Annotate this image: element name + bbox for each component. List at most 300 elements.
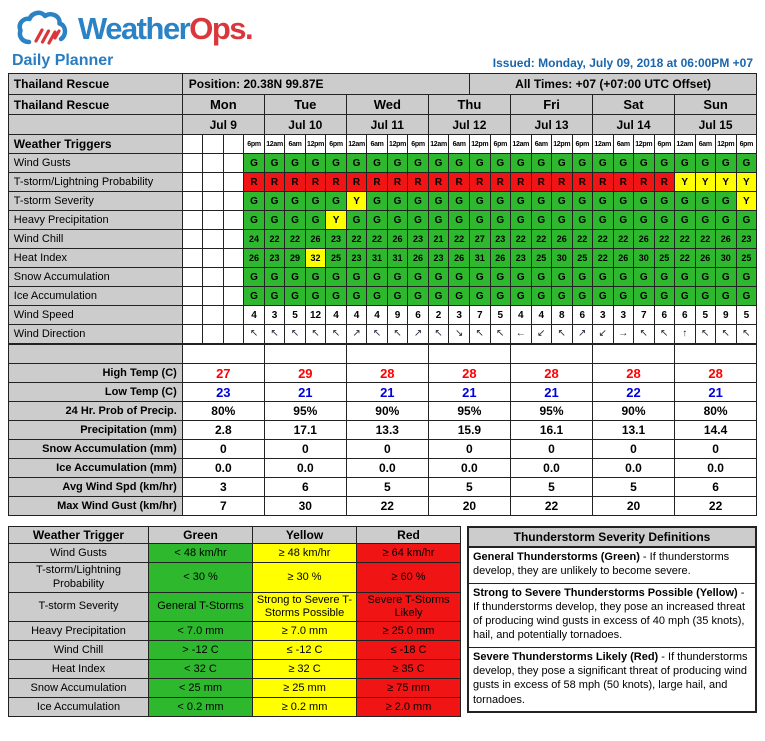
legend-row-label: Wind Gusts: [9, 544, 149, 563]
trigger-cell: G: [470, 154, 491, 173]
summary-value: 16.1: [511, 421, 593, 440]
brand-ops: Ops.: [189, 11, 253, 46]
time-label: 6pm: [654, 135, 675, 154]
trigger-cell: G: [244, 287, 265, 306]
trigger-cell: 23: [490, 230, 511, 249]
trigger-cell: 25: [654, 249, 675, 268]
definition-lead: Strong to Severe Thunderstorms Possible (Yellow): [473, 586, 738, 599]
empty-cell: [182, 230, 203, 249]
time-label: 6am: [695, 135, 716, 154]
trigger-cell: G: [511, 268, 532, 287]
issued-timestamp: Issued: Monday, July 09, 2018 at 06:00PM +07: [492, 56, 753, 70]
day-name: Thu: [428, 95, 510, 115]
legend-red-cell: ≥ 35 C: [357, 660, 461, 679]
legend-row-label: Heat Index: [9, 660, 149, 679]
trigger-cell: Y: [695, 173, 716, 192]
day-name: Sun: [675, 95, 757, 115]
summary-value: 0.0: [346, 459, 428, 478]
trigger-cell: G: [305, 287, 326, 306]
empty-cell: [223, 230, 244, 249]
legend-yellow-cell: ≥ 48 km/hr: [253, 544, 357, 563]
trigger-cell: G: [572, 192, 593, 211]
trigger-cell: G: [552, 287, 573, 306]
summary-value: 21: [346, 383, 428, 402]
wind-direction-arrow: ↗: [346, 325, 367, 344]
summary-value: 0.0: [675, 459, 757, 478]
empty-cell: [203, 173, 224, 192]
day-name: Tue: [264, 95, 346, 115]
summary-value: 5: [346, 478, 428, 497]
trigger-cell: R: [593, 173, 614, 192]
time-label: 6pm: [244, 135, 265, 154]
wind-direction-arrow: ↖: [490, 325, 511, 344]
summary-value: 13.3: [346, 421, 428, 440]
trigger-cell: G: [449, 154, 470, 173]
summary-row-label: Precipitation (mm): [8, 421, 182, 440]
trigger-cell: G: [511, 192, 532, 211]
trigger-cell: 30: [634, 249, 655, 268]
trigger-cell: G: [613, 287, 634, 306]
summary-value: 90%: [346, 402, 428, 421]
wind-direction-arrow: ↖: [285, 325, 306, 344]
summary-value: 22: [593, 383, 675, 402]
wind-direction-arrow: ↖: [367, 325, 388, 344]
summary-value: 0: [593, 440, 675, 459]
day-date: Jul 11: [346, 115, 428, 135]
forecast-table: [8, 73, 757, 516]
trigger-row-label: Ice Accumulation: [8, 287, 182, 306]
trigger-cell: G: [285, 211, 306, 230]
trigger-cell: 4: [346, 306, 367, 325]
wind-direction-arrow: ↖: [305, 325, 326, 344]
definitions-panel: [467, 526, 757, 713]
empty-cell: [182, 249, 203, 268]
time-label: 12am: [264, 135, 285, 154]
trigger-cell: Y: [716, 173, 737, 192]
summary-value: 6: [264, 478, 346, 497]
summary-value: 95%: [428, 402, 510, 421]
wind-direction-arrow: ↖: [428, 325, 449, 344]
summary-value: 5: [428, 478, 510, 497]
empty-cell: [223, 154, 244, 173]
legend-row-label: T-storm Severity: [9, 592, 149, 621]
trigger-cell: 31: [387, 249, 408, 268]
empty-cell: [223, 192, 244, 211]
trigger-cell: 26: [305, 230, 326, 249]
trigger-cell: 22: [675, 249, 696, 268]
summary-value: 29: [264, 364, 346, 383]
trigger-cell: G: [511, 287, 532, 306]
summary-value: 21: [675, 383, 757, 402]
definition-item: [469, 583, 755, 647]
trigger-cell: 4: [326, 306, 347, 325]
trigger-cell: 26: [552, 230, 573, 249]
empty-cell: [182, 211, 203, 230]
trigger-cell: R: [470, 173, 491, 192]
trigger-cell: G: [736, 211, 757, 230]
trigger-cell: G: [716, 154, 737, 173]
trigger-cell: G: [511, 154, 532, 173]
trigger-cell: R: [490, 173, 511, 192]
empty-cell: [182, 135, 203, 154]
legend-yellow-cell: Strong to Severe T-Storms Possible: [253, 592, 357, 621]
trigger-cell: G: [675, 192, 696, 211]
trigger-cell: G: [572, 154, 593, 173]
summary-value: 23: [182, 383, 264, 402]
blank-label: [8, 344, 182, 364]
trigger-cell: G: [490, 268, 511, 287]
trigger-cell: 23: [346, 249, 367, 268]
summary-value: 22: [346, 497, 428, 516]
wind-direction-arrow: ↗: [572, 325, 593, 344]
legend-yellow-cell: ≥ 32 C: [253, 660, 357, 679]
summary-value: 2.8: [182, 421, 264, 440]
trigger-cell: 25: [326, 249, 347, 268]
summary-value: 28: [346, 364, 428, 383]
trigger-cell: G: [367, 192, 388, 211]
trigger-row-label: Wind Chill: [8, 230, 182, 249]
time-label: 12am: [675, 135, 696, 154]
trigger-cell: G: [428, 287, 449, 306]
title-bar: [0, 50, 765, 73]
legend-green-cell: < 0.2 mm: [149, 698, 253, 717]
summary-value: 21: [511, 383, 593, 402]
trigger-cell: G: [326, 154, 347, 173]
trigger-cell: G: [367, 154, 388, 173]
summary-value: 28: [511, 364, 593, 383]
trigger-cell: G: [572, 268, 593, 287]
trigger-cell: G: [305, 268, 326, 287]
empty-cell: [223, 211, 244, 230]
trigger-cell: G: [367, 268, 388, 287]
empty-cell: [203, 154, 224, 173]
empty-cell: [203, 306, 224, 325]
summary-value: 0: [511, 440, 593, 459]
trigger-cell: Y: [675, 173, 696, 192]
trigger-cell: 27: [470, 230, 491, 249]
time-label: 6am: [531, 135, 552, 154]
legend-green-cell: General T-Storms: [149, 592, 253, 621]
legend-row-label: Snow Accumulation: [9, 679, 149, 698]
trigger-cell: G: [634, 154, 655, 173]
time-label: 6am: [285, 135, 306, 154]
trigger-cell: G: [326, 287, 347, 306]
trigger-cell: G: [387, 154, 408, 173]
summary-value: 6: [675, 478, 757, 497]
definitions-title: Thunderstorm Severity Definitions: [469, 528, 755, 548]
summary-value: 0.0: [428, 459, 510, 478]
legend-header: Weather Trigger: [9, 527, 149, 544]
trigger-cell: G: [264, 211, 285, 230]
trigger-cell: 26: [449, 249, 470, 268]
legend-green-cell: < 32 C: [149, 660, 253, 679]
all-times-label: All Times: +07 (+07:00 UTC Offset): [470, 74, 757, 95]
weatherops-logo: [78, 11, 252, 47]
trigger-cell: G: [716, 192, 737, 211]
trigger-row-label: Snow Accumulation: [8, 268, 182, 287]
definition-item: [469, 647, 755, 711]
trigger-cell: R: [285, 173, 306, 192]
summary-row-label: High Temp (C): [8, 364, 182, 383]
wind-direction-arrow: ↑: [675, 325, 696, 344]
trigger-cell: 6: [572, 306, 593, 325]
trigger-cell: 22: [531, 230, 552, 249]
summary-row-label: 24 Hr. Prob of Precip.: [8, 402, 182, 421]
trigger-cell: R: [613, 173, 634, 192]
summary-value: 7: [182, 497, 264, 516]
trigger-cell: 29: [285, 249, 306, 268]
empty-cell: [223, 306, 244, 325]
wind-direction-arrow: ↙: [593, 325, 614, 344]
wind-direction-arrow: ↖: [264, 325, 285, 344]
trigger-cell: 9: [716, 306, 737, 325]
trigger-row-label: Heavy Precipitation: [8, 211, 182, 230]
trigger-cell: G: [264, 192, 285, 211]
trigger-cell: G: [593, 287, 614, 306]
blank-label: [8, 115, 182, 135]
definition-text: - If thunderstorms develop, they pose a significant threat of producing wind gusts in excess of 58 mph (50 knots), large hail, and tornadoes.: [473, 650, 748, 706]
summary-value: 95%: [511, 402, 593, 421]
trigger-cell: G: [449, 192, 470, 211]
summary-value: 90%: [593, 402, 675, 421]
empty-cell: [203, 135, 224, 154]
empty-cell: [223, 325, 244, 344]
trigger-cell: G: [531, 287, 552, 306]
trigger-cell: G: [490, 287, 511, 306]
wind-direction-arrow: ←: [511, 325, 532, 344]
empty-cell: [223, 173, 244, 192]
summary-value: 15.9: [428, 421, 510, 440]
day-date: Jul 13: [511, 115, 593, 135]
site-name: Thailand Rescue: [8, 95, 182, 115]
spacer-cell: [182, 344, 264, 364]
wind-direction-arrow: ↙: [531, 325, 552, 344]
trigger-cell: R: [244, 173, 265, 192]
trigger-cell: G: [408, 268, 429, 287]
trigger-cell: G: [634, 268, 655, 287]
definitions-list: [469, 548, 755, 711]
trigger-cell: 2: [428, 306, 449, 325]
trigger-cell: G: [244, 211, 265, 230]
trigger-cell: R: [531, 173, 552, 192]
legend-green-cell: > -12 C: [149, 641, 253, 660]
trigger-cell: G: [264, 287, 285, 306]
empty-cell: [203, 249, 224, 268]
time-label: 6am: [613, 135, 634, 154]
trigger-cell: G: [428, 211, 449, 230]
summary-value: 13.1: [593, 421, 675, 440]
trigger-cell: 22: [264, 230, 285, 249]
trigger-cell: G: [675, 211, 696, 230]
trigger-cell: G: [285, 192, 306, 211]
trigger-cell: G: [716, 268, 737, 287]
trigger-cell: G: [531, 211, 552, 230]
summary-value: 0.0: [511, 459, 593, 478]
trigger-cell: 23: [428, 249, 449, 268]
trigger-cell: G: [695, 268, 716, 287]
trigger-cell: G: [470, 268, 491, 287]
time-label: 6pm: [326, 135, 347, 154]
trigger-cell: Y: [736, 173, 757, 192]
trigger-cell: 6: [654, 306, 675, 325]
trigger-cell: G: [695, 192, 716, 211]
summary-value: 22: [511, 497, 593, 516]
trigger-cell: G: [326, 192, 347, 211]
legend-yellow-cell: ≤ -12 C: [253, 641, 357, 660]
summary-value: 0: [428, 440, 510, 459]
legend-yellow-cell: ≥ 0.2 mm: [253, 698, 357, 717]
trigger-cell: G: [736, 154, 757, 173]
wind-direction-arrow: ↖: [716, 325, 737, 344]
wind-direction-arrow: ↖: [654, 325, 675, 344]
summary-value: 80%: [675, 402, 757, 421]
day-date: Jul 9: [182, 115, 264, 135]
trigger-cell: 6: [408, 306, 429, 325]
trigger-cell: R: [634, 173, 655, 192]
trigger-cell: G: [654, 211, 675, 230]
trigger-cell: R: [572, 173, 593, 192]
summary-value: 14.4: [675, 421, 757, 440]
trigger-cell: 31: [367, 249, 388, 268]
trigger-cell: 7: [634, 306, 655, 325]
trigger-cell: R: [367, 173, 388, 192]
trigger-cell: G: [490, 211, 511, 230]
legend-table: [8, 526, 461, 717]
trigger-cell: 22: [285, 230, 306, 249]
trigger-cell: G: [244, 268, 265, 287]
wind-direction-arrow: ↖: [552, 325, 573, 344]
empty-cell: [203, 230, 224, 249]
trigger-cell: R: [305, 173, 326, 192]
trigger-cell: R: [511, 173, 532, 192]
trigger-cell: G: [593, 192, 614, 211]
trigger-cell: 22: [654, 230, 675, 249]
wind-direction-arrow: ↖: [695, 325, 716, 344]
definition-text: - If thunderstorms develop, they pose an increased threat of producing wind gusts in excess of 40 mph (35 knots), hail, and potentially tornadoes.: [473, 586, 746, 642]
summary-value: 5: [593, 478, 675, 497]
summary-value: 95%: [264, 402, 346, 421]
empty-cell: [223, 135, 244, 154]
spacer-cell: [264, 344, 346, 364]
trigger-cell: G: [264, 268, 285, 287]
brand-weather: Weather: [78, 11, 190, 46]
trigger-cell: G: [367, 287, 388, 306]
wind-direction-arrow: →: [613, 325, 634, 344]
trigger-cell: G: [613, 211, 634, 230]
trigger-cell: G: [675, 268, 696, 287]
time-label: 12pm: [387, 135, 408, 154]
trigger-cell: G: [428, 268, 449, 287]
trigger-cell: G: [285, 287, 306, 306]
empty-cell: [182, 306, 203, 325]
legend-red-cell: ≥ 75 mm: [357, 679, 461, 698]
weather-triggers-label: Weather Triggers: [8, 135, 182, 154]
wind-direction-arrow: ↖: [736, 325, 757, 344]
trigger-cell: G: [285, 268, 306, 287]
trigger-cell: 3: [264, 306, 285, 325]
trigger-cell: 22: [367, 230, 388, 249]
trigger-cell: G: [634, 211, 655, 230]
legend-row-label: Wind Chill: [9, 641, 149, 660]
trigger-cell: 25: [572, 249, 593, 268]
trigger-cell: G: [613, 268, 634, 287]
trigger-cell: 21: [428, 230, 449, 249]
legend-yellow-cell: ≥ 7.0 mm: [253, 622, 357, 641]
time-label: 12am: [593, 135, 614, 154]
time-label: 12pm: [716, 135, 737, 154]
time-label: 6pm: [736, 135, 757, 154]
time-label: 12am: [346, 135, 367, 154]
trigger-cell: 30: [716, 249, 737, 268]
trigger-cell: R: [449, 173, 470, 192]
wind-direction-arrow: ↘: [449, 325, 470, 344]
empty-cell: [223, 268, 244, 287]
trigger-cell: 5: [490, 306, 511, 325]
trigger-cell: G: [470, 287, 491, 306]
summary-value: 0.0: [182, 459, 264, 478]
trigger-cell: G: [593, 154, 614, 173]
legend-row-label: T-storm/Lightning Probability: [9, 563, 149, 592]
summary-value: 30: [264, 497, 346, 516]
trigger-row-label: Wind Speed: [8, 306, 182, 325]
trigger-cell: 31: [470, 249, 491, 268]
trigger-cell: G: [490, 154, 511, 173]
summary-row-label: Low Temp (C): [8, 383, 182, 402]
trigger-cell: 9: [387, 306, 408, 325]
trigger-cell: 22: [449, 230, 470, 249]
summary-value: 0: [182, 440, 264, 459]
legend-header: Red: [357, 527, 461, 544]
legend-green-cell: < 25 mm: [149, 679, 253, 698]
trigger-cell: 23: [408, 230, 429, 249]
summary-value: 20: [593, 497, 675, 516]
trigger-cell: G: [531, 154, 552, 173]
summary-value: 0: [264, 440, 346, 459]
trigger-cell: G: [613, 154, 634, 173]
summary-value: 27: [182, 364, 264, 383]
empty-cell: [182, 173, 203, 192]
trigger-cell: 26: [244, 249, 265, 268]
trigger-cell: G: [654, 287, 675, 306]
trigger-row-label: Wind Gusts: [8, 154, 182, 173]
definition-text: - If thunderstorms develop, they are unlikely to become severe.: [473, 551, 730, 578]
position-label: Position: 20.38N 99.87E: [182, 74, 469, 95]
time-label: 12pm: [470, 135, 491, 154]
wind-direction-arrow: ↖: [387, 325, 408, 344]
trigger-cell: G: [305, 211, 326, 230]
trigger-cell: G: [716, 211, 737, 230]
summary-value: 21: [264, 383, 346, 402]
trigger-cell: 22: [593, 230, 614, 249]
empty-cell: [203, 287, 224, 306]
trigger-cell: 26: [695, 249, 716, 268]
trigger-cell: 26: [408, 249, 429, 268]
empty-cell: [182, 192, 203, 211]
trigger-cell: 25: [531, 249, 552, 268]
summary-value: 80%: [182, 402, 264, 421]
trigger-cell: 22: [675, 230, 696, 249]
empty-cell: [182, 325, 203, 344]
summary-value: 28: [593, 364, 675, 383]
time-label: 12pm: [552, 135, 573, 154]
trigger-cell: R: [264, 173, 285, 192]
trigger-cell: G: [367, 211, 388, 230]
legend-red-cell: ≥ 60 %: [357, 563, 461, 592]
trigger-cell: 7: [470, 306, 491, 325]
trigger-cell: G: [305, 154, 326, 173]
summary-value: 0: [346, 440, 428, 459]
wind-direction-arrow: ↗: [408, 325, 429, 344]
